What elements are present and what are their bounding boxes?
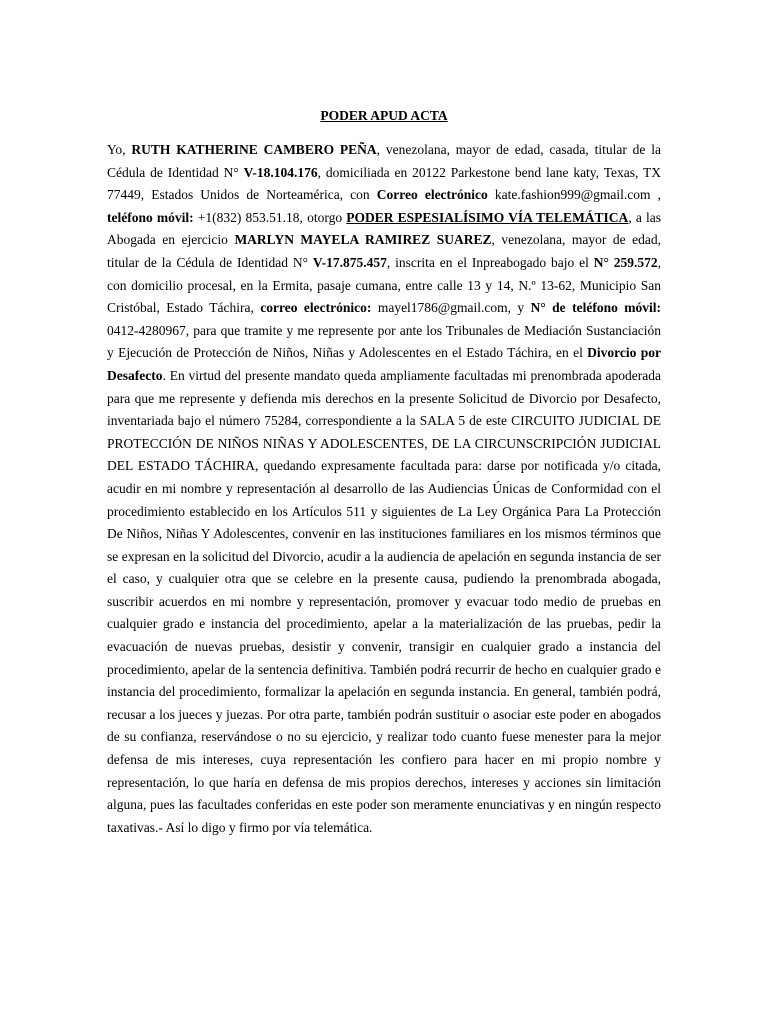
document-title: PODER APUD ACTA xyxy=(320,108,448,123)
inpreabogado-number: N° 259.572 xyxy=(593,254,658,270)
body-segment: Yo, xyxy=(107,142,132,157)
body-segment: , con domicilio procesal, en la Ermita, pasaje cumana, entre calle 13 y 14, N.º 13-62, Municipio San Cristóbal, Estado Táchira, xyxy=(107,254,661,316)
body-segment: , a las Abogada en ejercicio xyxy=(107,209,661,248)
body-segment: +1(832) 853.51.18, otorgo xyxy=(193,209,347,225)
grantor-name: RUTH KATHERINE CAMBERO PEÑA xyxy=(131,142,377,157)
grantor-email: kate.fashion999@gmail.com , xyxy=(487,187,662,203)
case-type: Divorcio por Desafecto xyxy=(107,345,661,383)
body-segment: , venezolana, mayor de edad, titular de la Cédula de Identidad N° xyxy=(107,232,661,270)
document-body xyxy=(107,139,661,839)
attorney-name: MARLYN MAYELA RAMIREZ SUAREZ xyxy=(234,232,492,248)
body-segment: , inscrita en el Inpreabogado bajo el xyxy=(386,254,594,270)
body-segment: , venezolana, mayor de edad, casada, titular de la Cédula de Identidad N° xyxy=(107,142,662,180)
body-segment: 0412-4280967, para que tramite y me represente por ante los Tribunales de Mediación Sustanciación y Ejecución de Protección de Niños, Niñas y Adolescentes en el Estado Táchira, en el xyxy=(107,322,661,361)
body-segment: . En virtud del presente mandato queda ampliamente facultadas mi prenombrada apoderada para que me represente y defienda mis derechos en la presente Solicitud de Divorcio por Desafecto, inventariada bajo el número 75284, correspondiente a la SALA 5 de este CIRCUITO JUDICIAL DE PROTECCIÓN DE NIÑOS NIÑAS Y ADOLESCENTES, DE LA CIRCUNSCRIPCIÓN JUDICIAL DEL ESTADO TÁCHIRA, quedando expresamente facultada para: darse por notificada y/o citada, acudir en mi nombre y representación al desarrollo de las Audiencias Únicas de Conformidad con el procedimiento establecido en los Artículos 511 y siguientes de La Ley Orgánica Para La Protección De Niños, Niñas Y Adolescentes, convenir en las instituciones familiares en los mismos términos que se expresan en la solicitud del Divorcio, acudir a la audiencia de apelación en segunda instancia de ser el caso, y cualquier otra que se celebre en la presente causa, pudiendo la prenombrada abogada, suscribir acuerdos en mi nombre y representación, promover y evacuar todo medio de pruebas en cualquier grado e instancia del procedimiento, apelar a la materialización de las pruebas, pedir la evacuación de nuevas pruebas, desistir y convenir, transigir en cualquier grado a instancia del procedimiento, apelar de la sentencia definitiva. También podrá recurrir de hecho en cualquier grado e instancia del procedimiento, formalizar la apelación en segunda instancia. En general, también podrá, recusar a los jueces y juezas. Por otra parte, también podrán sustituir o asociar este poder en abogados de su confianza, reservándose o no su ejercicio, y realizar todo cuanto fuese menester para la mejor defensa de mis intereses, cuya representación les confiero para hacer en mi propio nombre y representación, lo que haría en defensa de mis propios derechos, intereses y acciones sin limitación alguna, pues las facultades conferidas en este poder son meramente enunciativas y en ningún respecto taxativas.- Así lo digo y firmo por vía telemática. xyxy=(107,367,661,835)
power-type: PODER ESPESIALÍSIMO VÍA TELEMÁTICA xyxy=(346,209,629,225)
grantor-id-number: V-18.104.176 xyxy=(243,164,318,180)
attorney-email-label: correo electrónico: xyxy=(260,300,372,316)
body-segment: , domiciliada en 20122 Parkestone bend lane katy, Texas, TX 77449, Estados Unidos de Norteamérica, con xyxy=(107,164,661,203)
attorney-id-number: V-17.875.457 xyxy=(312,254,387,270)
phone-label: teléfono móvil: xyxy=(107,209,194,225)
email-label: Correo electrónico xyxy=(376,187,488,203)
attorney-email: mayel1786@gmail.com, y xyxy=(371,300,531,316)
attorney-phone-label: N° de teléfono móvil: xyxy=(530,300,662,316)
